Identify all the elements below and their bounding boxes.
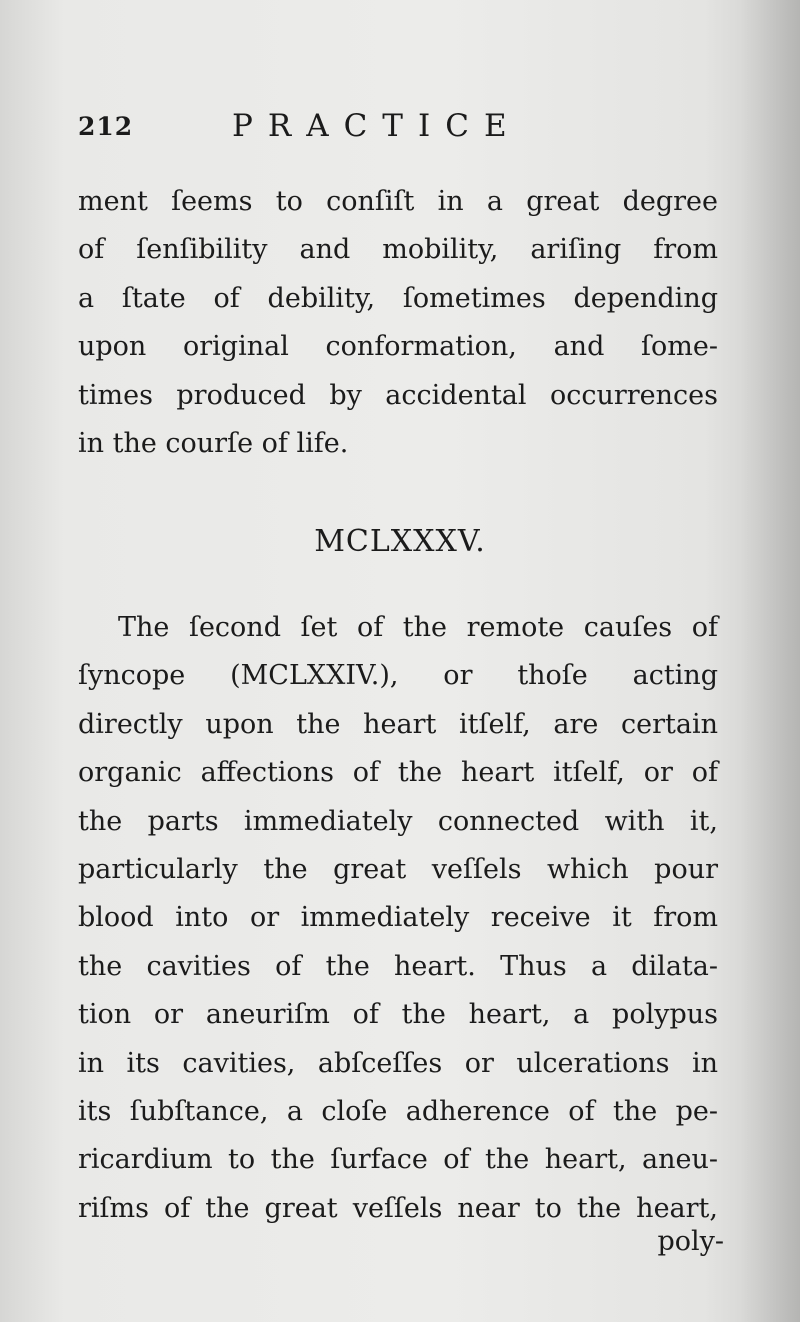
text-line: of ſenſibility and mobility, ariſing from <box>78 234 718 266</box>
text-line: directly upon the heart itſelf, are certain <box>78 708 718 740</box>
text-line: ment ſeems to conſiſt in a great degree <box>78 186 718 217</box>
text-line: a ſtate of debility, ſometimes depending <box>78 282 718 314</box>
text-line: in its cavities, abſceſſes or ulcerations in <box>78 1047 718 1079</box>
text-line: tion or aneuriſm of the heart, a polypus <box>78 999 718 1031</box>
text-line: the cavities of the heart. Thus a dilata- <box>78 950 718 982</box>
catchword: poly- <box>657 1226 724 1257</box>
text-line: the parts immediately connected with it, <box>78 805 718 837</box>
text-line: organic affections of the heart itſelf, or of <box>78 757 718 789</box>
text-line: The ſecond ſet of the remote cauſes of <box>118 612 718 643</box>
page-number: 212 <box>78 112 134 141</box>
text-line: blood into or immediately receive it from <box>78 902 718 934</box>
text-line: times produced by accidental occurrences <box>78 379 718 411</box>
text-line: ricardium to the ſurface of the heart, aneu- <box>78 1144 718 1176</box>
text-line: in the courſe of life. <box>78 427 349 459</box>
section-number: MCLXXXV. <box>314 524 486 559</box>
text-line: particularly the great veſſels which pour <box>78 853 718 885</box>
paragraph-continued <box>78 178 718 468</box>
page-gutter-shadow <box>740 0 800 1322</box>
text-line: riſms of the great veſſels near to the heart, <box>78 1192 718 1224</box>
text-line: upon original conformation, and ſome- <box>78 331 718 363</box>
running-title: PRACTICE <box>232 108 522 144</box>
running-head <box>78 108 718 152</box>
paragraph-section <box>78 604 718 1233</box>
text-line: its ſubſtance, a cloſe adherence of the pe- <box>78 1095 718 1127</box>
text-line: ſyncope (MCLXXIV.), or thoſe acting <box>78 660 718 692</box>
